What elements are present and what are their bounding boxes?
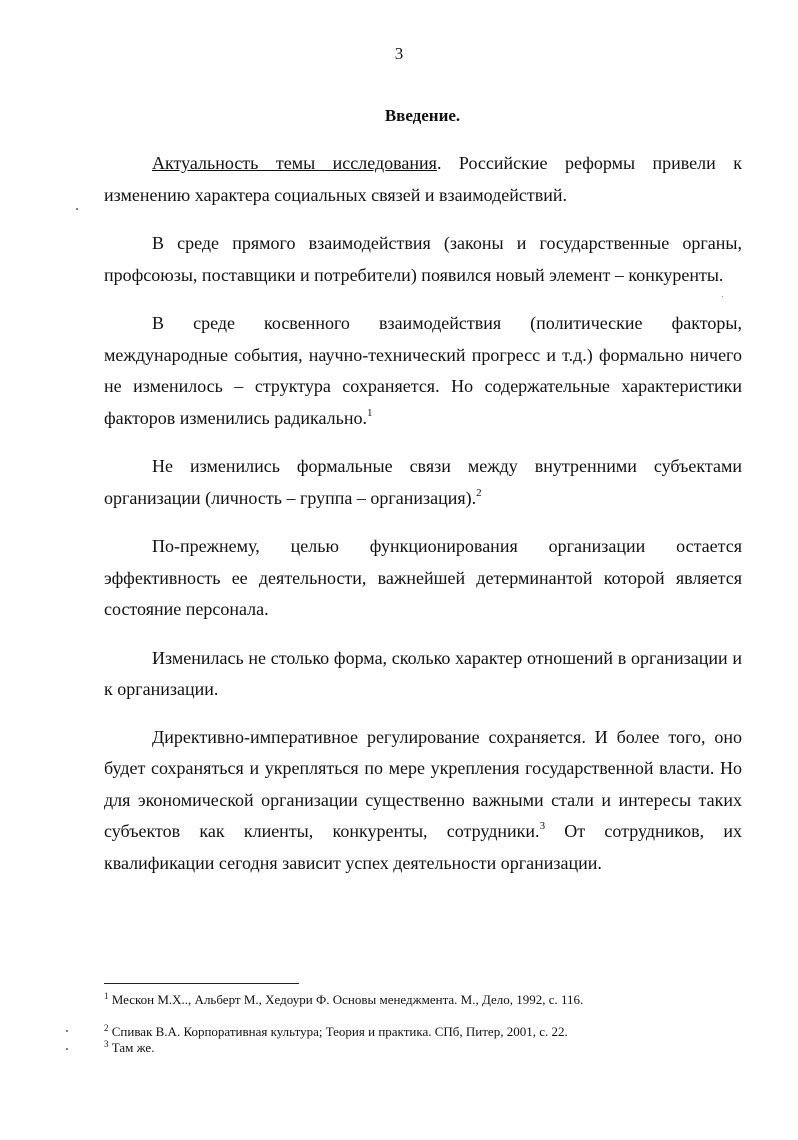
paragraph-regulation-tail: От сотрудников, их квалификации сегодня зависит успех деятельности организации. bbox=[104, 821, 742, 873]
paragraph-relations: Изменилась не столько форма, сколько характер отношений в организации и к организации. bbox=[104, 647, 742, 699]
footnote-ref-1: 1 bbox=[366, 406, 373, 419]
footnotes bbox=[104, 992, 744, 1056]
paragraph-regulation bbox=[104, 722, 742, 880]
paragraph-efficiency: По-прежнему, целью функционирования организации остается эффективность ее деятельности, важнейшей детерминантой которой является состояние персонала. bbox=[104, 536, 742, 619]
paragraph-indirect-interaction bbox=[104, 308, 742, 434]
scan-speck bbox=[66, 1030, 68, 1032]
footnote-3-text: Там же. bbox=[108, 1040, 155, 1055]
page-title: Введение. bbox=[384, 106, 461, 125]
scan-speck bbox=[66, 1048, 68, 1050]
paragraph-formal-links bbox=[104, 451, 742, 514]
footnote-1-mark: 1 bbox=[104, 991, 109, 1001]
footnote-1 bbox=[104, 992, 744, 1008]
paragraph-relevance bbox=[104, 148, 742, 211]
footnote-1-text: Мескон М.Х.., Альберт М., Хедоури Ф. Основы менеджмента. М., Дело, 1992, с. 116. bbox=[108, 992, 584, 1007]
footnote-separator bbox=[104, 983, 299, 984]
paragraph-direct-interaction: В среде прямого взаимодействия (законы и государственные органы, профсоюзы, поставщики и потребители) появился новый элемент – конкуренты. bbox=[104, 233, 742, 285]
footnote-ref-2: 2 bbox=[476, 486, 482, 499]
paragraph-relevance-text: . Российские реформы привели к изменению характера социальных связей и взаимодействий. bbox=[104, 153, 742, 205]
footnote-2-mark: 2 bbox=[104, 1023, 109, 1033]
footnote-3 bbox=[104, 1040, 744, 1056]
footnote-2-text: Спивак В.А. Корпоративная культура; Теория и практика. СПб, Питер, 2001, с. 22. bbox=[108, 1024, 568, 1039]
relevance-heading: Актуальность темы исследования bbox=[152, 153, 437, 173]
footnote-2 bbox=[104, 1024, 744, 1040]
page-number: 3 bbox=[394, 44, 404, 63]
footnote-3-mark: 3 bbox=[104, 1039, 109, 1049]
footnote-ref-3: 3 bbox=[539, 820, 546, 832]
scan-speck bbox=[722, 296, 723, 297]
scan-speck bbox=[76, 208, 78, 210]
paragraph-indirect-text: В среде косвенного взаимодействия (политические факторы, международные события, научно-технический прогресс и т.д.) формально ничего не изменилось – структура сохраняется. Но содержательные характеристики факторов изменились радикально. bbox=[104, 313, 742, 428]
paragraph-regulation-text: Директивно-императивное регулирование сохраняется. И более того, оно будет сохраняться и укрепляться по мере укрепления государственной власти. Но для экономической организации существенно важными стали и интересы таких субъектов как клиенты, конкуренты, сотрудники. bbox=[104, 726, 742, 841]
paragraph-formal-text: Не изменились формальные связи между внутренними субъектами организации (личность – группа – организация). bbox=[104, 456, 742, 508]
body-text bbox=[104, 148, 742, 896]
